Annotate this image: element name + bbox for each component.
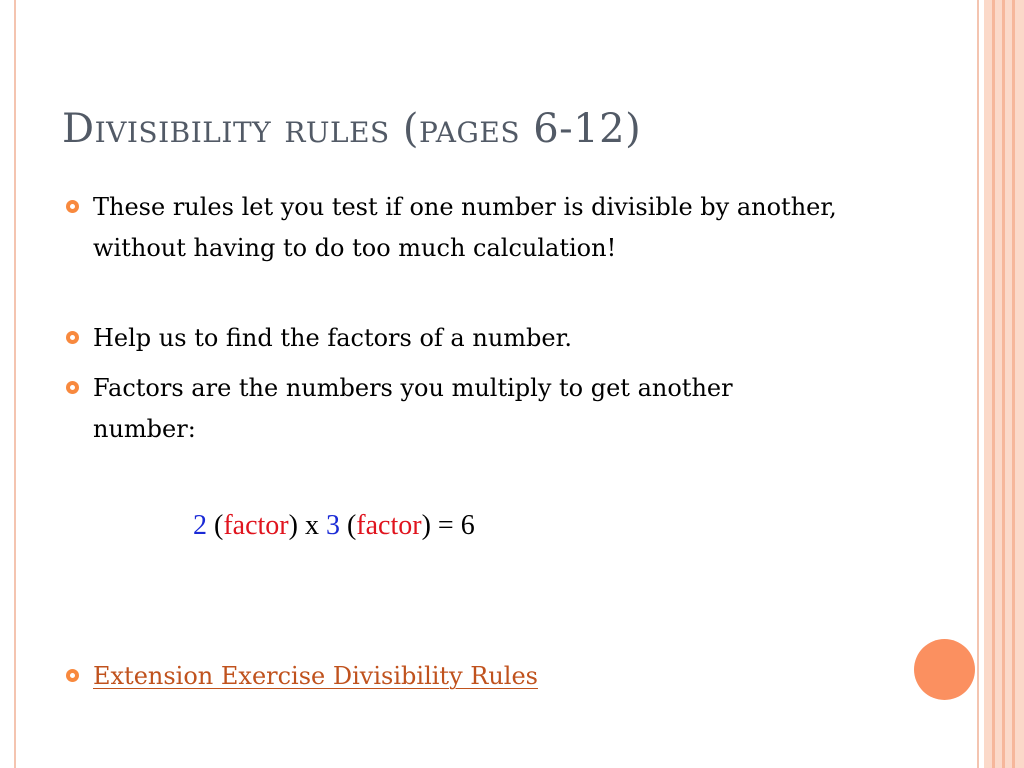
ring-bullet-icon <box>66 381 79 394</box>
ring-bullet-icon <box>66 669 79 682</box>
factor-equation <box>193 510 475 542</box>
decorative-circle <box>914 639 975 700</box>
equation-text: ( <box>339 510 357 541</box>
equation-text: ( <box>207 510 224 541</box>
frame-right-line <box>977 0 979 768</box>
equation-number: 3 <box>325 510 340 541</box>
frame-right-band <box>984 0 1024 768</box>
ring-bullet-icon <box>66 200 79 213</box>
frame-stripe <box>1012 0 1015 768</box>
equation-text: ) = 6 <box>421 510 475 541</box>
frame-left-line <box>14 0 16 768</box>
equation-text: ) x <box>288 510 326 541</box>
frame-stripe <box>1002 0 1005 768</box>
bullet-text: These rules let you test if one number is divisible by another, without having to do too much calculation! <box>93 193 837 262</box>
equation-factor-word: factor <box>223 510 289 541</box>
equation-factor-word: factor <box>356 510 422 541</box>
extension-exercise-link[interactable]: Extension Exercise Divisibility Rules <box>93 662 538 690</box>
slide-title: Divisibility rules (pages 6-12) <box>62 106 642 152</box>
bullet-text: Factors are the numbers you multiply to get another number: <box>93 374 733 443</box>
frame-stripe <box>992 0 995 768</box>
equation-number: 2 <box>193 510 207 541</box>
ring-bullet-icon <box>66 331 79 344</box>
bullet-text: Help us to find the factors of a number. <box>93 324 573 352</box>
